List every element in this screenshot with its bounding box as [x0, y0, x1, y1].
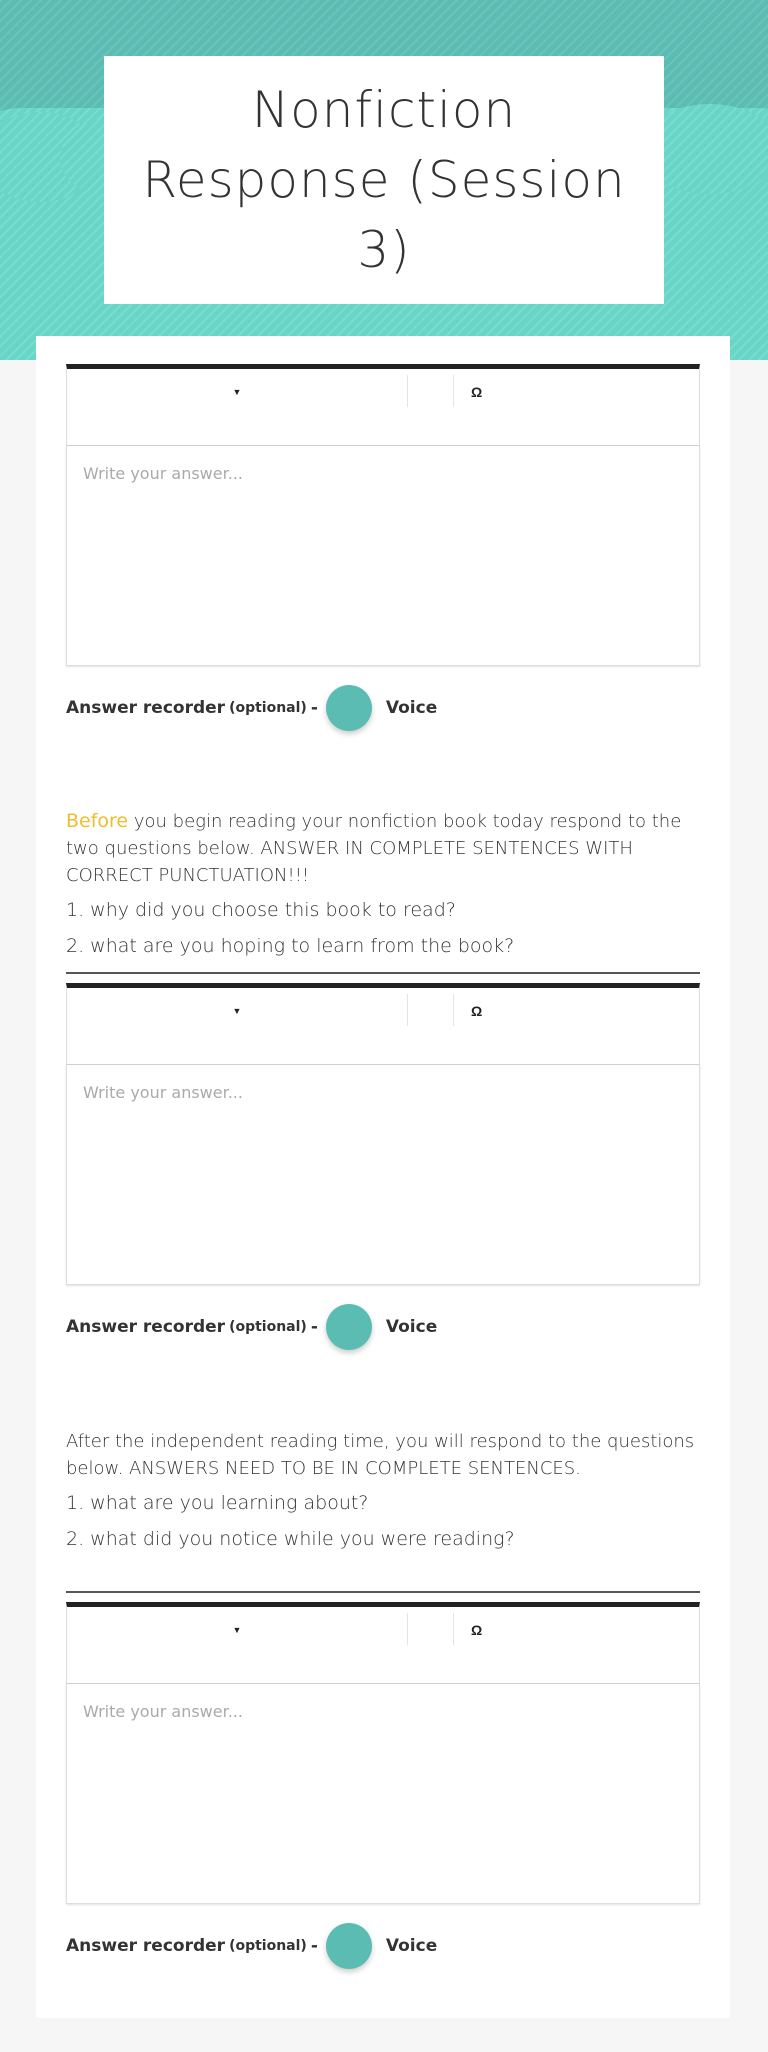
answer-editor-2 — [66, 983, 700, 1285]
format-dropdown[interactable] — [67, 1613, 407, 1647]
section-divider — [66, 1591, 700, 1593]
format-dropdown[interactable] — [67, 375, 407, 409]
recorder-dash: - — [310, 1936, 318, 1956]
answer-input[interactable] — [83, 1702, 683, 1885]
answer-area — [66, 446, 700, 666]
answer-input[interactable] — [83, 1083, 683, 1266]
answer-recorder — [66, 685, 437, 731]
record-voice-button[interactable] — [326, 1304, 372, 1350]
recorder-label: Answer recorder — [66, 1936, 226, 1956]
record-voice-button[interactable] — [326, 685, 372, 731]
toolbar-divider — [407, 994, 408, 1026]
prompt-1 — [66, 808, 700, 969]
prompt-accent-word: Before — [66, 810, 129, 832]
question-1: 1. why did you choose this book to read? — [66, 899, 456, 921]
toolbar-divider — [407, 375, 408, 407]
caret-down-icon: ▼ — [232, 1625, 242, 1635]
answer-editor-3 — [66, 1602, 700, 1904]
question-2: 2. what did you notice while you were reading? — [66, 1528, 515, 1550]
section-divider — [66, 972, 700, 974]
toolbar-divider — [453, 1613, 454, 1645]
voice-label: Voice — [385, 1936, 438, 1956]
prompt-intro — [66, 808, 700, 889]
prompt-intro — [66, 1428, 700, 1482]
special-characters-button[interactable]: Ω — [471, 1622, 483, 1638]
toolbar-divider — [453, 994, 454, 1026]
answer-area — [66, 1684, 700, 1904]
worksheet-card — [36, 336, 730, 2018]
special-characters-button[interactable]: Ω — [471, 384, 483, 400]
special-characters-button[interactable]: Ω — [471, 1003, 483, 1019]
record-voice-button[interactable] — [326, 1923, 372, 1969]
recorder-optional: (optional) — [229, 700, 307, 716]
recorder-dash: - — [310, 1317, 318, 1337]
answer-recorder — [66, 1923, 437, 1969]
editor-toolbar — [66, 364, 700, 446]
recorder-optional: (optional) — [229, 1938, 307, 1954]
voice-label: Voice — [385, 698, 438, 718]
recorder-label: Answer recorder — [66, 1317, 226, 1337]
prompt-intro-text: you begin reading your nonfiction book today respond to the two questions below. ANSWER IN COMPLETE SENTENCES WITH CORRECT PUNCTUATION!!! — [66, 811, 682, 886]
page-title: Nonfiction Response (Session 3) — [142, 81, 626, 279]
caret-down-icon: ▼ — [232, 387, 242, 397]
voice-label: Voice — [385, 1317, 438, 1337]
question-1: 1. what are you learning about? — [66, 1492, 369, 1514]
prompt-intro-text: After the independent reading time, you will respond to the questions below. ANSWERS NEED TO BE IN COMPLETE SENTENCES. — [66, 1431, 695, 1479]
header-banner — [0, 0, 768, 360]
caret-down-icon: ▼ — [232, 1006, 242, 1016]
question-2: 2. what are you hoping to learn from the book? — [66, 935, 515, 957]
editor-toolbar — [66, 983, 700, 1065]
toolbar-divider — [453, 375, 454, 407]
format-dropdown[interactable] — [67, 994, 407, 1028]
editor-toolbar — [66, 1602, 700, 1684]
recorder-label: Answer recorder — [66, 698, 226, 718]
answer-input[interactable] — [83, 464, 683, 647]
answer-area — [66, 1065, 700, 1285]
toolbar-divider — [407, 1613, 408, 1645]
recorder-optional: (optional) — [229, 1319, 307, 1335]
prompt-2 — [66, 1428, 700, 1562]
recorder-dash: - — [310, 698, 318, 718]
title-card — [104, 56, 664, 304]
answer-editor-1 — [66, 364, 700, 666]
answer-recorder — [66, 1304, 437, 1350]
